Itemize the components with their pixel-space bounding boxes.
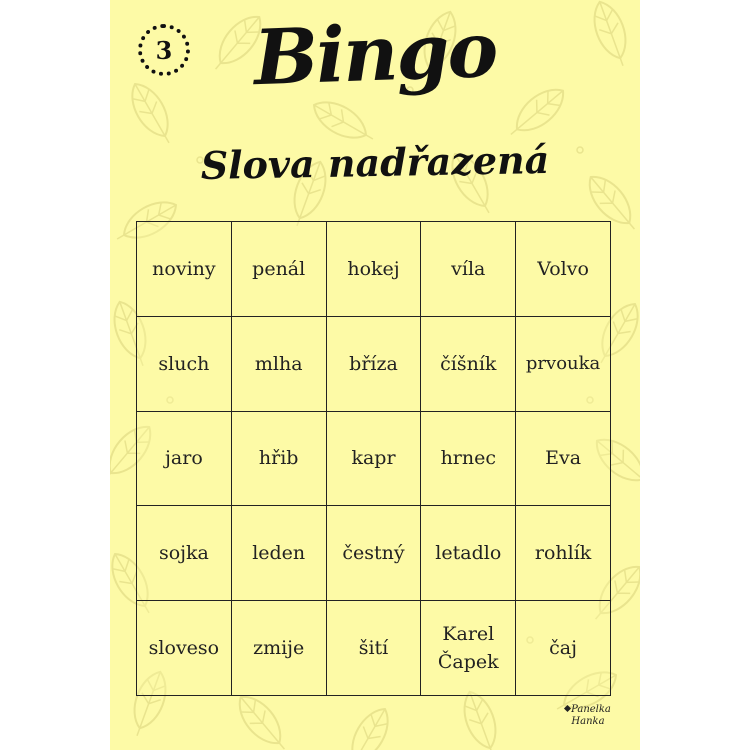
card-number: 3 — [155, 35, 173, 65]
bingo-cell[interactable]: Karel Čapek — [421, 601, 516, 696]
bingo-cell[interactable]: sloveso — [137, 601, 232, 696]
bingo-cell[interactable]: čaj — [516, 601, 611, 696]
bingo-cell[interactable]: mlha — [232, 317, 327, 412]
bingo-cell[interactable]: zmije — [232, 601, 327, 696]
page-subtitle: Slova nadřazená — [200, 136, 550, 189]
bingo-cell[interactable]: Eva — [516, 412, 611, 507]
bingo-cell[interactable]: leden — [232, 506, 327, 601]
bingo-cell[interactable]: jaro — [137, 412, 232, 507]
leaf-icon — [339, 702, 396, 750]
bingo-grid — [136, 221, 611, 696]
bingo-cell[interactable]: bříza — [327, 317, 422, 412]
bingo-cell[interactable]: rohlík — [516, 506, 611, 601]
bingo-cell[interactable]: hřib — [232, 412, 327, 507]
bingo-cell[interactable]: kapr — [327, 412, 422, 507]
bingo-cell[interactable]: sluch — [137, 317, 232, 412]
bingo-cell[interactable]: šití — [327, 601, 422, 696]
bingo-cell[interactable]: letadlo — [421, 506, 516, 601]
bingo-cell[interactable]: sojka — [137, 506, 232, 601]
bingo-cell[interactable]: číšník — [421, 317, 516, 412]
leaf-icon — [457, 687, 506, 750]
bingo-cell[interactable]: penál — [232, 222, 327, 317]
bingo-cell[interactable]: noviny — [137, 222, 232, 317]
bingo-cell[interactable]: hokej — [327, 222, 422, 317]
bingo-cell[interactable]: čestný — [327, 506, 422, 601]
bingo-cell[interactable]: hrnec — [421, 412, 516, 507]
bingo-cell[interactable]: víla — [421, 222, 516, 317]
bingo-card — [110, 0, 640, 750]
brand-logo-line2: Hanka — [571, 716, 605, 727]
leaf-icon — [230, 688, 294, 750]
brand-logo-line1: Panelka — [558, 704, 618, 716]
page-title: Bingo — [252, 4, 498, 103]
bingo-cell[interactable]: prvouka — [516, 317, 611, 412]
brand-logo — [558, 704, 618, 728]
bingo-cell[interactable]: Volvo — [516, 222, 611, 317]
